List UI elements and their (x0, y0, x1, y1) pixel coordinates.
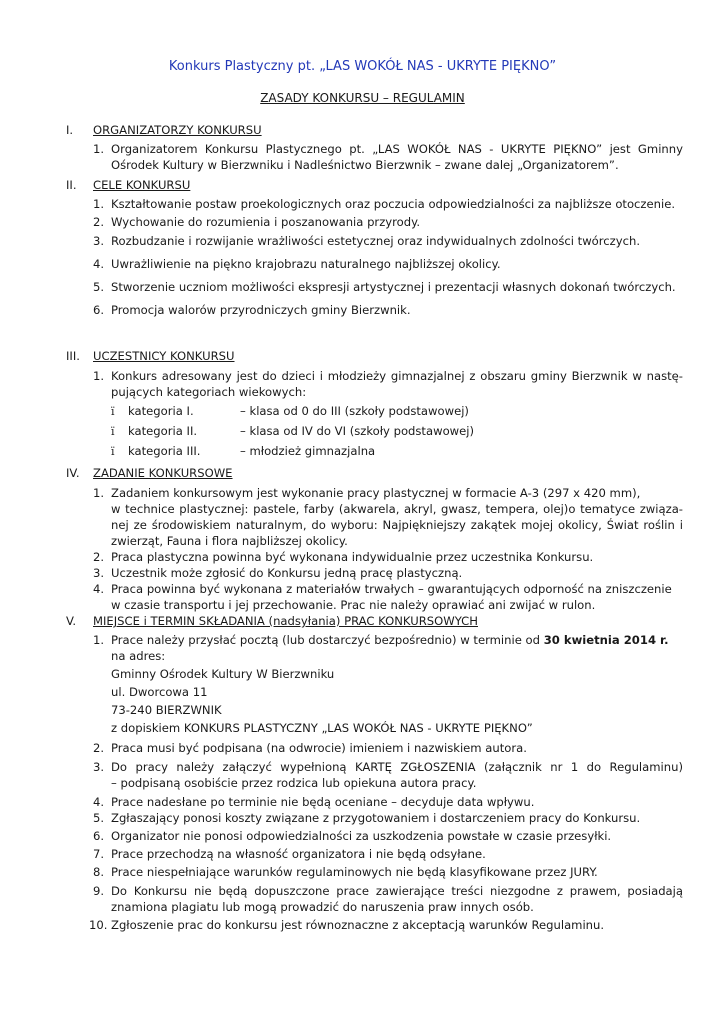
list-item-text: Uczestnik może zgłosić do Konkursu jedną pracę plastyczną. (111, 566, 463, 580)
deadline-date: 30 kwietnia 2014 r. (543, 633, 669, 647)
list-item-number: 2. (93, 741, 105, 755)
category-desc: – młodzież gimnazjalna (240, 444, 376, 458)
list-item-text: pujących kategoriach wiekowych: (111, 385, 307, 399)
list-item-number: 3. (93, 760, 105, 774)
list-item-number: 1. (93, 486, 105, 500)
list-item-text: Prace nadesłane po terminie nie będą oceniane – decyduje data wpływu. (111, 795, 535, 809)
category-name: kategoria II. (128, 424, 198, 438)
list-item-text: znamiona plagiatu lub mogą prowadzić do naruszenia praw innych osób. (111, 900, 534, 914)
list-item-number: 1. (93, 633, 105, 647)
list-item-text: Praca powinna być wykonana z materiałów trwałych – gwarantujących odporność na zniszczenie (111, 582, 672, 596)
list-item-text: Prace przechodzą na własność organizatora i nie będą odsyłane. (111, 847, 486, 861)
submission-text: Prace należy przysłać pocztą (lub dostarczyć bezpośrednio) w terminie od (111, 633, 544, 647)
page-subtitle: ZASADY KONKURSU – REGULAMIN (260, 91, 465, 105)
list-item-text: Organizator nie ponosi odpowiedzialności za uszkodzenia powstałe w czasie przesyłki. (111, 829, 612, 843)
list-item-text: zwierząt, Fauna i flora najbliższej okolicy. (111, 534, 348, 548)
category-desc: – klasa od IV do VI (szkoły podstawowej) (240, 424, 475, 438)
list-item-text: Prace niespełniające warunków regulaminowych nie będą klasyfikowane przez JURY. (111, 865, 598, 879)
section-number: III. (66, 349, 80, 363)
list-item-text: Organizatorem Konkursu Plastycznego pt. „LAS WOKÓŁ NAS - UKRYTE PIĘKNO” jest Gminny (111, 142, 683, 156)
list-item-number: 1. (93, 142, 105, 156)
list-item-number: 3. (93, 234, 105, 248)
list-item-number: 8. (93, 865, 105, 879)
list-item-text: – podpisaną osobiście przez rodzica lub opiekuna autora pracy. (111, 776, 477, 790)
list-item-text: Promocja walorów przyrodniczych gminy Bierzwnik. (111, 303, 411, 317)
list-item-text: Zgłaszający ponosi koszty związane z przygotowaniem i dostarczeniem pracy do Konkursu. (111, 811, 641, 825)
list-item-text: na adres: (111, 649, 166, 663)
section-heading-organizers: ORGANIZATORZY KONKURSU (93, 123, 262, 137)
list-item-text (111, 633, 683, 648)
list-item-text: Kształtowanie postaw proekologicznych oraz poczucia odpowiedzialności za najbliższe otoczenie. (111, 197, 676, 211)
section-heading-task: ZADANIE KONKURSOWE (93, 466, 233, 480)
list-item-text: Stworzenie uczniom możliwości ekspresji artystycznej i prezentacji własnych dokonań twórczych. (111, 280, 676, 294)
list-item-number: 5. (93, 280, 105, 294)
list-item-number: 5. (93, 811, 105, 825)
section-number: V. (66, 614, 77, 628)
list-item-text: Ośrodek Kultury w Bierzwniku i Nadleśnictwo Bierzwnik – zwane dalej „Organizatorem”. (111, 158, 619, 172)
list-item-number: 3. (93, 566, 105, 580)
list-item-text: Praca plastyczna powinna być wykonana indywidualnie przez uczestnika Konkursu. (111, 550, 594, 564)
list-item-number: 6. (93, 829, 105, 843)
list-item-text: Uwrażliwienie na piękno krajobrazu naturalnego najbliższej okolicy. (111, 257, 501, 271)
list-item-text: Konkurs adresowany jest do dzieci i młodzieży gimnazjalnej z obszaru gminy Bierzwnik w nastę- (111, 369, 683, 383)
section-heading-submission: MIEJSCE i TERMIN SKŁADANIA (nadsyłania) PRAC KONKURSOWYCH (93, 614, 478, 628)
list-item-text: Wychowanie do rozumienia i poszanowania przyrody. (111, 215, 420, 229)
section-number: II. (66, 178, 77, 192)
category-name: kategoria III. (128, 444, 201, 458)
list-item-number: 7. (93, 847, 105, 861)
address-line: ul. Dworcowa 11 (111, 685, 208, 699)
list-item-text: Do pracy należy załączyć wypełnioną KARTĘ ZGŁOSZENIA (załącznik nr 1 do Regulaminu) (111, 760, 683, 774)
category-desc: – klasa od 0 do III (szkoły podstawowej) (240, 404, 469, 418)
list-item-number: 6. (93, 303, 105, 317)
list-item-number: 1. (93, 369, 105, 383)
address-line: 73-240 BIERZWNIK (111, 703, 222, 717)
list-item-text: w czasie transportu i jej przechowanie. Prac nie należy oprawiać ani zwijać w rulon. (111, 598, 596, 612)
list-item-number: 4. (93, 257, 105, 271)
bullet-icon: ï (111, 445, 115, 458)
bullet-icon: ï (111, 405, 115, 418)
list-item-text: Praca musi być podpisana (na odwrocie) imieniem i nazwiskiem autora. (111, 741, 527, 755)
list-item-text: w technice plastycznej: pastele, farby (akwarela, akryl, gwasz, tempera, olej)o tematyce związa- (111, 502, 683, 516)
section-number: I. (66, 123, 74, 137)
bullet-icon: ï (111, 425, 115, 438)
list-item-number: 2. (93, 550, 105, 564)
page-title: Konkurs Plastyczny pt. „LAS WOKÓŁ NAS - UKRYTE PIĘKNO” (168, 59, 557, 74)
list-item-number: 4. (93, 795, 105, 809)
list-item-number: 1. (93, 197, 105, 211)
section-heading-participants: UCZESTNICY KONKURSU (93, 349, 235, 363)
list-item-text: Do Konkursu nie będą dopuszczone prace zawierające treści niezgodne z prawem, posiadają (111, 884, 683, 898)
list-item-number: 10. (89, 918, 108, 932)
list-item-number: 2. (93, 215, 105, 229)
list-item-number: 9. (93, 884, 105, 898)
section-heading-goals: CELE KONKURSU (93, 178, 191, 192)
list-item-text: Rozbudzanie i rozwijanie wrażliwości estetycznej oraz indywidualnych zdolności twórczych. (111, 234, 641, 248)
list-item-text: nej ze środowiskiem naturalnym, do wyboru: Najpiękniejszy zakątek mojej okolicy, Świat roślin i (111, 518, 683, 532)
section-number: IV. (66, 466, 80, 480)
address-note: z dopiskiem KONKURS PLASTYCZNY „LAS WOKÓŁ NAS - UKRYTE PIĘKNO” (111, 721, 533, 735)
category-name: kategoria I. (128, 404, 194, 418)
list-item-text: Zgłoszenie prac do konkursu jest równoznaczne z akceptacją warunków Regulaminu. (111, 918, 605, 932)
list-item-number: 4. (93, 582, 105, 596)
list-item-text: Zadaniem konkursowym jest wykonanie pracy plastycznej w formacie A-3 (297 x 420 mm), (111, 486, 641, 500)
address-line: Gminny Ośrodek Kultury W Bierzwniku (111, 667, 335, 681)
